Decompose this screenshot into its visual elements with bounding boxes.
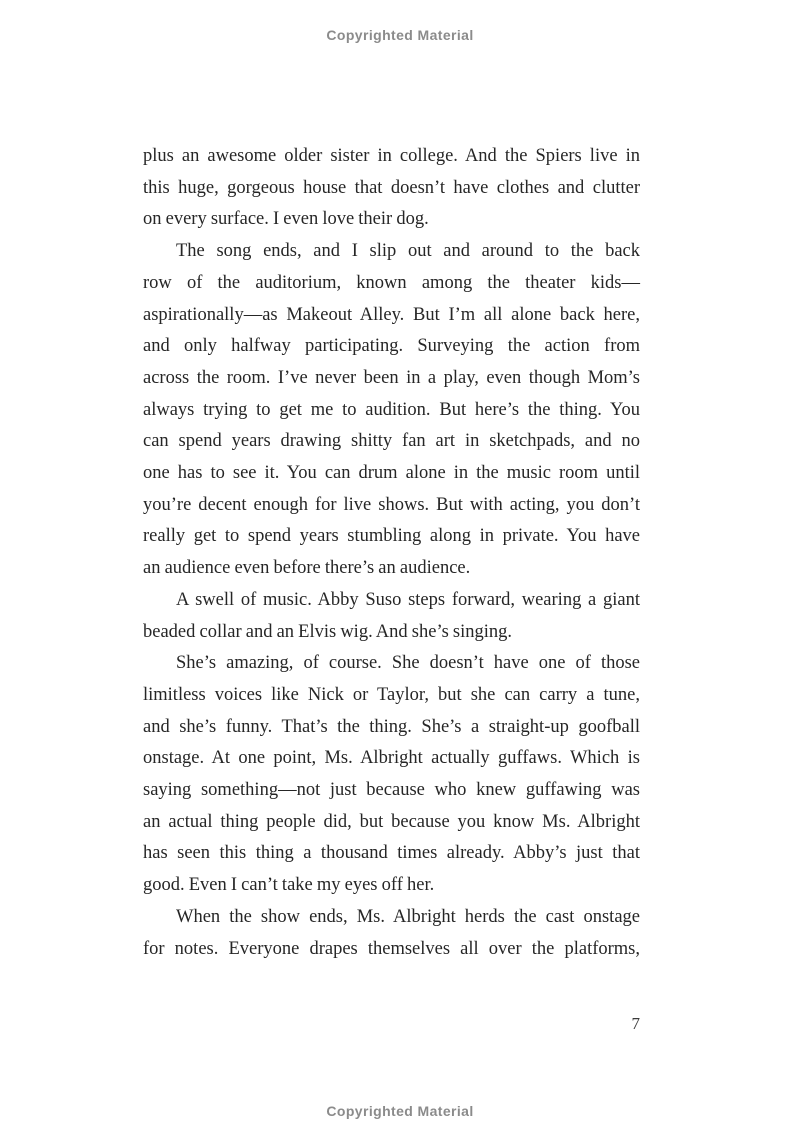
text-line: beaded collar and an Elvis wig. And she’s singing. (143, 621, 513, 642)
text-line: really get to spend years stumbling along in private. You have (143, 526, 640, 547)
text-line: onstage. At one point, Ms. Albright actually guffaws. Which is (143, 748, 640, 769)
text-line: and only halfway participating. Surveying the action from (143, 336, 640, 357)
text-line: one has to see it. You can drum alone in the music room until (143, 463, 640, 484)
text-line: The song ends, and I slip out and around to the back (176, 241, 640, 262)
paragraph (143, 585, 640, 648)
paragraph (143, 236, 640, 585)
text-line: for notes. Everyone drapes themselves all over the platforms, (143, 938, 640, 959)
text-line: good. Even I can’t take my eyes off her. (143, 875, 435, 896)
text-line: and she’s funny. That’s the thing. She’s a straight-up goofball (143, 716, 640, 737)
text-line: on every surface. I even love their dog. (143, 209, 429, 230)
text-line: across the room. I’ve never been in a play, even though Mom’s (143, 367, 640, 388)
paragraph (143, 902, 640, 965)
paragraph (143, 648, 640, 902)
text-line: this huge, gorgeous house that doesn’t have clothes and clutter (143, 177, 640, 198)
text-line: row of the auditorium, known among the theater kids— (143, 272, 640, 293)
text-line: saying something—not just because who knew guffawing was (143, 780, 640, 801)
copyright-banner-bottom: Copyrighted Material (326, 1103, 474, 1119)
text-line: you’re decent enough for live shows. But with acting, you don’t (143, 494, 640, 515)
text-line: When the show ends, Ms. Albright herds the cast onstage (176, 906, 640, 927)
text-line: limitless voices like Nick or Taylor, but she can carry a tune, (143, 684, 640, 705)
text-line: She’s amazing, of course. She doesn’t have one of those (176, 653, 640, 674)
text-line: an audience even before there’s an audience. (143, 558, 471, 579)
copyright-banner-top: Copyrighted Material (326, 27, 474, 43)
paragraph (143, 141, 640, 236)
text-line: A swell of music. Abby Suso steps forward, wearing a giant (176, 589, 640, 610)
page-body (143, 141, 640, 965)
page-number: 7 (631, 1014, 640, 1033)
text-line: plus an awesome older sister in college. And the Spiers live in (143, 146, 640, 166)
text-line: aspirationally—as Makeout Alley. But I’m all alone back here, (143, 304, 640, 325)
text-line: has seen this thing a thousand times already. Abby’s just that (143, 843, 640, 864)
text-line: always trying to get me to audition. But here’s the thing. You (143, 399, 640, 420)
text-line: an actual thing people did, but because you know Ms. Albright (143, 811, 640, 832)
text-line: can spend years drawing shitty fan art in sketchpads, and no (143, 431, 640, 452)
